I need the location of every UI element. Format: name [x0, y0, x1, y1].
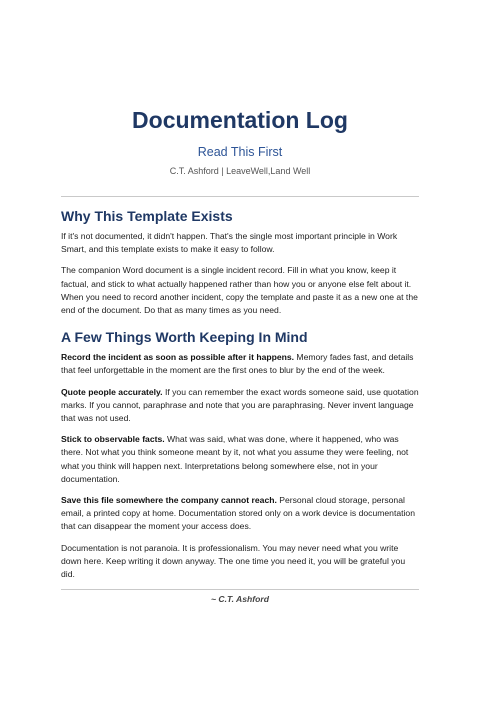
section-heading: A Few Things Worth Keeping In Mind: [61, 329, 308, 346]
closing-paragraph: Documentation is not paranoia. It is professionalism. You may never need what you write down here. Keep writing it down anyway. The one time you need it, you will be grateful you did.: [61, 542, 406, 580]
paragraph: The companion Word document is a single incident record. Fill in what you know, keep it factual, and stick to what actually happened rather than how you or anyone else felt about it. When you need to record another incident, copy the template and paste it as a new one at the end of the document. Do that as many times as you need.: [61, 265, 418, 316]
tip-paragraph: [61, 351, 419, 377]
tip-lead: Record the incident as soon as possible after it happens.: [61, 352, 295, 363]
section-why-template: [61, 207, 419, 317]
divider: [61, 589, 419, 590]
tip-text: What was said, what was done, where it happened, who was there. Not what you think someone meant by it, not what you assume they were feeling, not what you think will happen next. Interpretations belong somewhere else, not in your documentation.: [61, 434, 409, 484]
tip-text: Memory fades fast, and details that feel unforgettable in the moment are the first ones to blur by the end of the week.: [61, 352, 414, 376]
section-things-in-mind: [61, 328, 419, 581]
section-heading: Why This Template Exists: [61, 208, 233, 224]
document-subtitle: Read This First: [197, 145, 283, 159]
signature: ~ C.T. Ashford: [210, 594, 269, 605]
tip-paragraph: [61, 386, 419, 426]
tip-paragraph: [61, 494, 419, 534]
tip-lead: Stick to observable facts.: [61, 434, 165, 445]
document-title: Documentation Log: [132, 107, 348, 133]
divider: [61, 196, 419, 197]
tip-text: If you can remember the exact words someone said, use quotation marks. If you cannot, paraphrase and note that you are paraphrasing. Never invent language that was not used.: [61, 386, 419, 424]
tip-lead: Save this file somewhere the company cannot reach.: [61, 495, 277, 506]
tip-paragraph: [61, 433, 419, 486]
tip-text: Personal cloud storage, personal email, a printed copy at home. Documentation stored only on a work device is documentation that can disappear the moment your access does.: [61, 495, 415, 532]
paragraph: If it's not documented, it didn't happen. That's the single most important principle in Work Smart, and this template exists to make it easy to follow.: [61, 231, 398, 255]
tip-lead: Quote people accurately.: [61, 386, 163, 397]
document-byline: C.T. Ashford | LeaveWell,Land Well: [169, 166, 311, 176]
